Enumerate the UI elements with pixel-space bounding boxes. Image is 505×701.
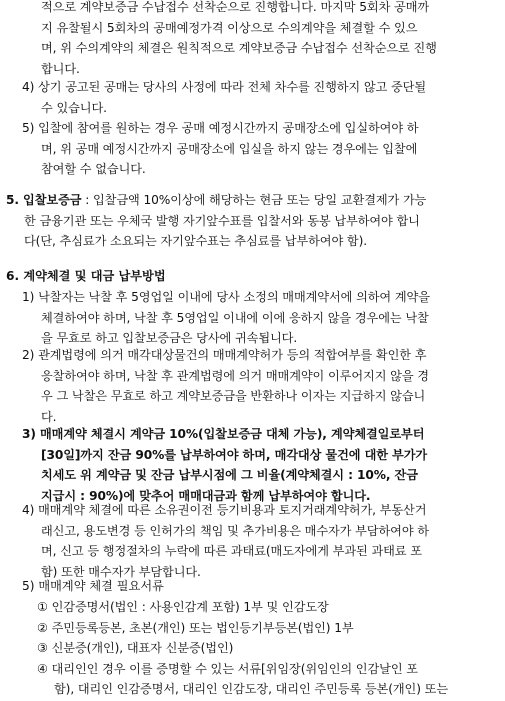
text-line: 다. <box>41 409 57 424</box>
list-item <box>22 287 430 349</box>
sub-list-item: ④ 대리인인 경우 이를 증명할 수 있는 서류[위임장(위임인의 인감날인 포 <box>37 661 418 676</box>
text-line: 우 그 낙찰은 무효로 하고 계약보증금을 반환하나 이자는 지급하지 않습니 <box>41 389 426 403</box>
section-heading: 5. 입찰보증금 <box>6 193 82 207</box>
list-item <box>22 345 429 427</box>
list-item: 5) 매매계약 체결 필요서류 <box>22 579 164 593</box>
text-line: 2) 관계법령에 의거 매각대상물건의 매매계약허가 등의 적합여부를 확인한 후 <box>22 348 427 362</box>
continuation-paragraph <box>41 0 437 79</box>
text-line: 4) 상기 공고된 공매는 당사의 사정에 따라 전체 차수를 진행하지 않고 중단될 <box>22 80 427 94</box>
text-line: 치세도 위 계약금 및 잔금 납부시점에 그 비율(계약체결시 : 10%, 잔금 <box>41 468 418 482</box>
text-line: 래신고, 용도변경 등 인허가의 책임 및 추가비용은 매수자가 부담하여야 하 <box>41 523 429 538</box>
list-item <box>22 77 426 118</box>
text-line: 응찰하여야 하며, 낙찰 후 관계법령에 의거 매매계약이 이루어지지 않을 경 <box>41 368 429 383</box>
text-line: 3) 매매계약 체결시 계약금 10%(입찰보증금 대체 가능), 계약체결일로부터 <box>22 427 425 441</box>
text-line: 5) 입찰에 참여를 원하는 경우 공매 예정시간까지 공매장소에 입실하여야 하 <box>22 121 419 135</box>
sub-list-item: ① 인감증명서(법인 : 사용인감계 포함) 1부 및 인감도장 <box>37 600 329 614</box>
text-line: 참여할 수 없습니다. <box>41 162 146 176</box>
text-line: 함) 또한 매수자가 부담합니다. <box>41 564 201 579</box>
text-line: 1) 낙찰자는 낙찰 후 5영업일 이내에 당사 소정의 매매계약서에 의하여 계약을 <box>22 290 430 304</box>
text-line: 적으로 계약보증금 수납접수 선착순으로 진행합니다. 마지막 5회차 공매까 <box>41 0 430 14</box>
text-line: 지 유찰될시 5회차의 공매예정가격 이상으로 수의계약을 체결할 수 있으 <box>41 20 418 35</box>
sub-list <box>37 597 448 700</box>
text-line: 며, 신고 등 행정절차의 누락에 따른 과태료(매도자에게 부과된 과태료 포 <box>41 544 422 558</box>
text-line: 을 무효로 하고 입찰보증금은 당사에 귀속됩니다. <box>41 331 298 345</box>
text-line: 4) 매매계약 체결에 따른 소유권이전 등기비용과 토지거래계약허가, 부동산거 <box>22 503 427 517</box>
sub-list-item: ② 주민등록등본, 초본(개인) 또는 법인등기부등본(법인) 1부 <box>37 620 354 635</box>
text-line: 체결하여야 하며, 낙찰 후 5영업일 이내에 이에 응하지 않을 경우에는 낙찰 <box>41 310 429 325</box>
sub-list-item: ③ 신분증(개인), 대표자 신분증(법인) <box>37 641 234 655</box>
list-item <box>22 500 429 582</box>
text-line: 합니다. <box>41 61 80 76</box>
list-item <box>22 118 418 180</box>
list-item-bold <box>22 424 427 506</box>
section-heading: 6. 계약체결 및 대금 납부방법 <box>6 269 166 283</box>
text-line: 한 금융기관 또는 우체국 발행 자기앞수표를 입찰서와 동봉 납부하여야 합니 <box>24 213 420 228</box>
text-line: 함), 대리인 인감증명서, 대리인 인감도장, 대리인 주민등록 등본(개인) 또는 <box>54 682 448 696</box>
text-line: 수 있습니다. <box>41 100 107 115</box>
section-text: : 입찰금액 10%이상에 해당하는 현금 또는 당일 교환결제가 가능 <box>81 193 427 207</box>
text-line: 다(단, 추심료가 소요되는 자기앞수표는 추심료를 납부하여야 함). <box>24 234 368 248</box>
text-line <box>6 190 426 211</box>
text-line: 지급시 : 90%)에 맞추어 매매대금과 함께 납부하여야 합니다. <box>41 488 371 503</box>
text-line: 며, 위 수의계약의 체결은 원칙적으로 계약보증금 수납접수 선착순으로 진행 <box>41 41 437 55</box>
section-deposit <box>6 190 426 252</box>
text-line: 며, 위 공매 예정시간까지 공매장소에 입실을 하지 않는 경우에는 입찰에 <box>41 141 418 156</box>
text-line: [30일]까지 잔금 90%를 납부하여야 하며, 매각대상 물건에 대한 부가가 <box>41 447 428 462</box>
